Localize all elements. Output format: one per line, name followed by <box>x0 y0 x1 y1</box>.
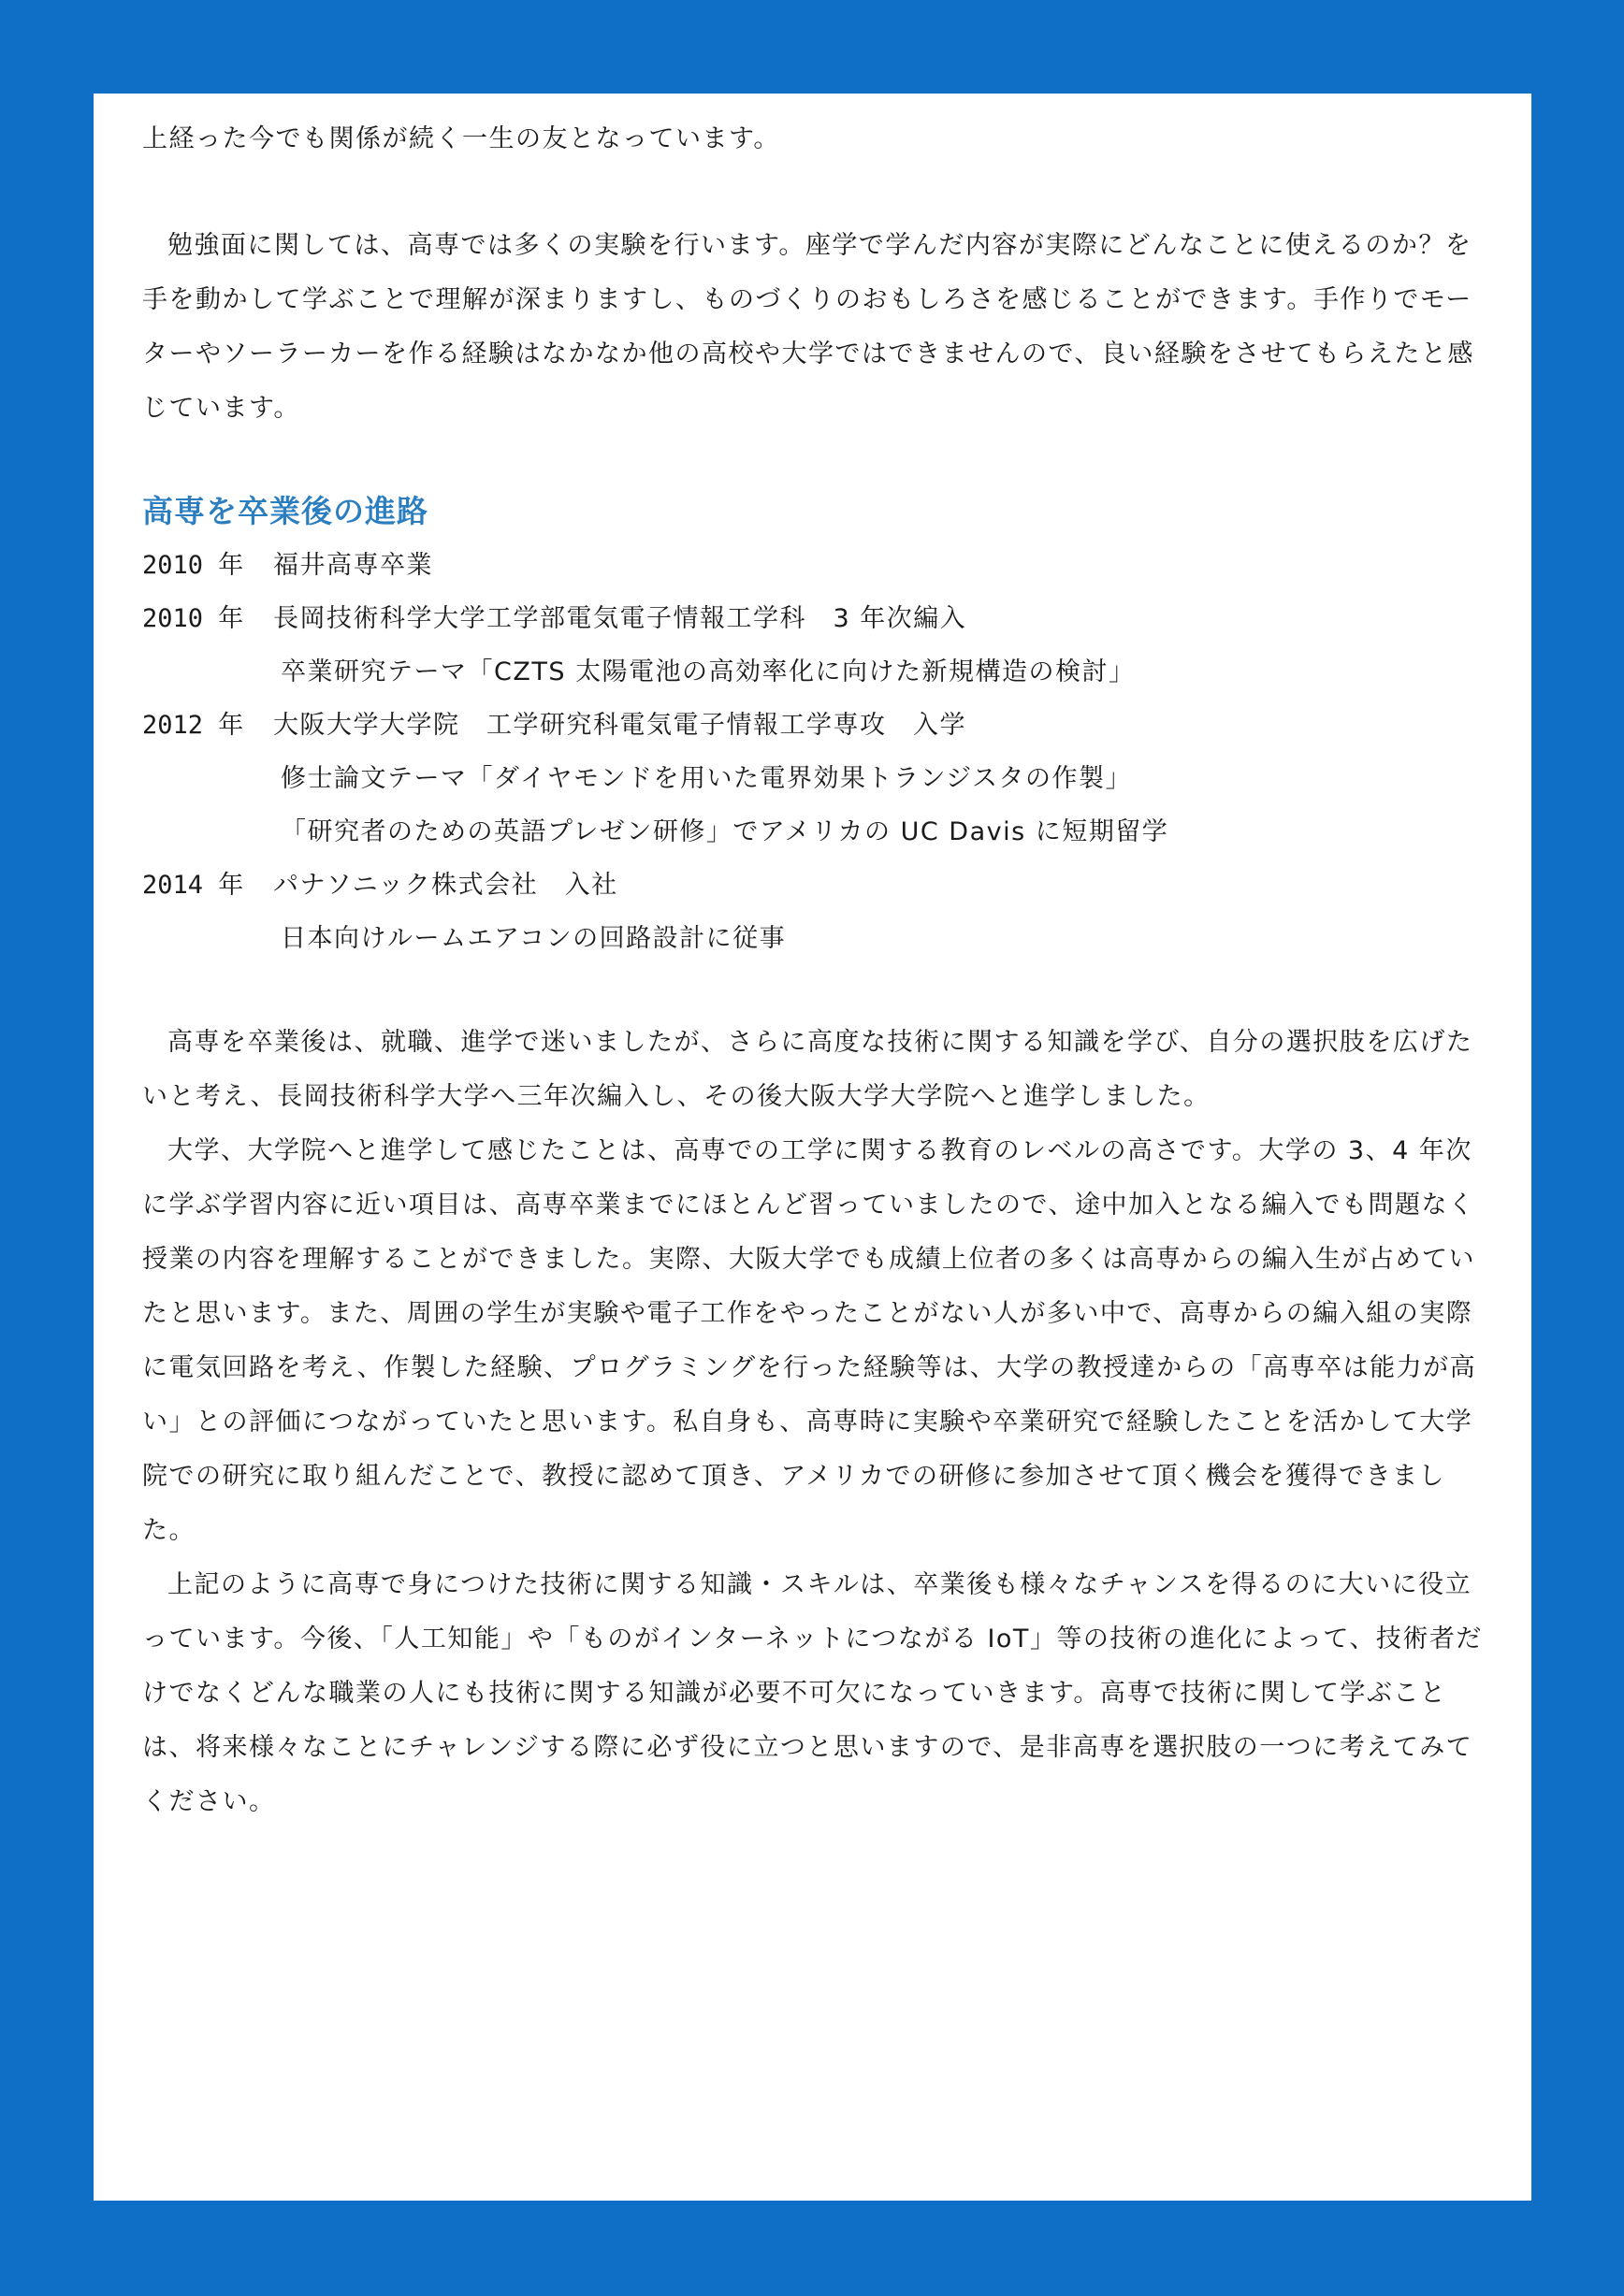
career-list <box>142 539 1483 965</box>
spacer <box>142 965 1483 1016</box>
career-text: 福井高専卒業 <box>273 551 433 580</box>
career-text: 卒業研究テーマ「CZTS 太陽電池の高効率化に向けた新規構造の検討」 <box>281 657 1136 686</box>
spacer <box>142 166 1483 219</box>
career-subitem <box>142 645 1483 699</box>
career-item <box>142 699 1483 752</box>
body-paragraph-3: 上記のように高専で身につけた技術に関する知識・スキルは、卒業後も様々なチャンスを得るのに大いに役立っています。今後、「人工知能」や「ものがインターネットにつながる IoT」等の技術の進化によって、技術者だけでなくどんな職業の人にも技術に関する知識が必要不可欠になっていきます。高専で技術に関して学ぶことは、将来様々なことにチャレンジする際に必ず役に立つと思いますので、是非高専を選択肢の一つに考えてみてください。 <box>142 1570 1483 1816</box>
spacer <box>142 436 1483 484</box>
body-paragraph-1: 高専を卒業後は、就職、進学で迷いましたが、さらに高度な技術に関する知識を学び、自分の選択肢を広げたいと考え、長岡技術科学大学へ三年次編入し、その後大阪大学大学院へと進学しました。 <box>142 1028 1473 1111</box>
career-year: 2010 年 <box>142 551 244 580</box>
career-item <box>142 592 1483 645</box>
career-text: 「研究者のための英語プレゼン研修」でアメリカの UC Davis に短期留学 <box>281 817 1169 846</box>
career-year: 2012 年 <box>142 711 244 740</box>
career-year: 2010 年 <box>142 604 244 633</box>
career-item <box>142 539 1483 592</box>
document-page <box>94 94 1531 2201</box>
career-year: 2014 年 <box>142 871 244 900</box>
intro-continuation: 上経った今でも関係が続く一生の友となっています。 <box>142 124 780 153</box>
career-subitem <box>142 805 1483 859</box>
body-paragraph-2: 大学、大学院へと進学して感じたことは、高専での工学に関する教育のレベルの高さです。大学の 3、4 年次に学ぶ学習内容に近い項目は、高専卒業までにほとんど習っていましたので、途中加入となる編入でも問題なく授業の内容を理解することができました。実際、大阪大学でも成績上位者の多くは高専からの編入生が占めていたと思います。また、周囲の学生が実験や電子工作をやったことがない人が多い中で、高専からの編入組の実際に電気回路を考え、作製した経験、プログラミングを行った経験等は、大学の教授達からの「高専卒は能力が高い」との評価につながっていたと思います。私自身も、高専時に実験や卒業研究で経験したことを活かして大学院での研究に取り組んだことで、教授に認めて頂き、アメリカでの研修に参加させて頂く機会を獲得できました。 <box>142 1136 1477 1545</box>
career-subitem <box>142 912 1483 965</box>
career-text: 大阪大学大学院 工学研究科電気電子情報工学専攻 入学 <box>273 711 966 740</box>
career-text: 長岡技術科学大学工学部電気電子情報工学科 3 年次編入 <box>273 604 967 633</box>
section-title: 高専を卒業後の進路 <box>142 493 428 529</box>
career-text: パナソニック株式会社 入社 <box>273 871 618 900</box>
career-subitem <box>142 752 1483 805</box>
career-item <box>142 859 1483 912</box>
career-text: 修士論文テーマ「ダイヤモンドを用いた電界効果トランジスタの作製」 <box>281 764 1132 793</box>
study-paragraph: 勉強面に関しては、高専では多くの実験を行います。座学で学んだ内容が実際にどんなことに使えるのか？を手を動かして学ぶことで理解が深まりますし、ものづくりのおもしろさを感じることができます。手作りでモーターやソーラーカーを作る経験はなかなか他の高校や大学ではできませんので、良い経験をさせてもらえたと感じています。 <box>142 231 1474 423</box>
career-text: 日本向けルームエアコンの回路設計に従事 <box>281 924 787 953</box>
